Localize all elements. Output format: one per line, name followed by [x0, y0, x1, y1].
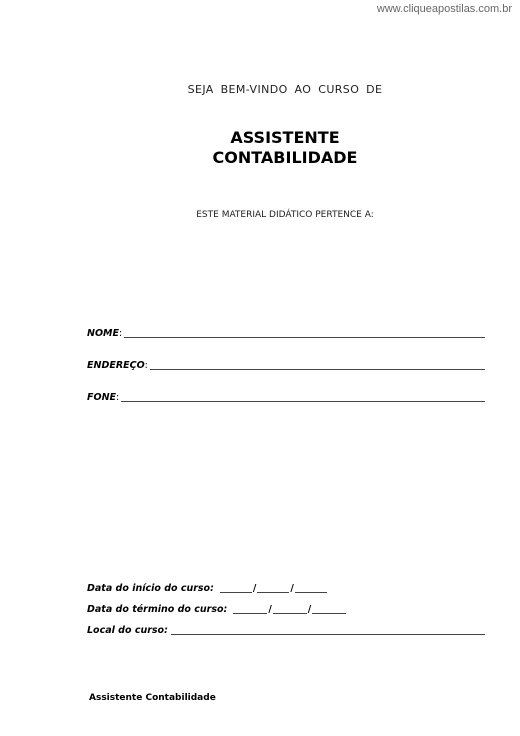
- end-date-slash-1: /: [268, 604, 272, 615]
- end-month-blank[interactable]: [273, 603, 307, 614]
- ownership-statement: ESTE MATERIAL DIDÁTICO PERTENCE A:: [196, 210, 374, 220]
- start-year-blank[interactable]: [295, 582, 327, 593]
- start-month-blank[interactable]: [257, 582, 289, 593]
- end-date-label: Data do término do curso:: [87, 604, 228, 615]
- course-title-line2: CONTABILIDADE: [212, 148, 358, 167]
- phone-colon: :: [116, 392, 120, 403]
- location-label: Local do curso:: [87, 625, 168, 636]
- start-day-blank[interactable]: [220, 582, 252, 593]
- address-blank-line[interactable]: [150, 359, 485, 370]
- address-field[interactable]: [87, 359, 485, 371]
- phone-label: FONE: [87, 392, 117, 403]
- course-title: [0, 128, 520, 168]
- name-blank-line[interactable]: [124, 327, 485, 338]
- address-label: ENDEREÇO: [87, 360, 145, 371]
- start-date-label: Data do início do curso:: [87, 583, 214, 594]
- end-date-slash-2: /: [307, 604, 312, 615]
- address-colon: :: [144, 360, 148, 371]
- phone-field[interactable]: [87, 391, 485, 403]
- start-date-field[interactable]: [87, 582, 327, 594]
- end-date-field[interactable]: [87, 603, 346, 615]
- end-day-blank[interactable]: [233, 603, 267, 614]
- site-watermark: www.cliqueapostilas.com.br: [376, 3, 512, 15]
- course-title-line1: ASSISTENTE: [230, 128, 340, 147]
- start-date-slash-1: /: [252, 583, 257, 594]
- phone-blank-line[interactable]: [121, 391, 485, 402]
- name-colon: :: [118, 328, 123, 339]
- name-label: NOME: [87, 328, 119, 339]
- start-date-slash-2: /: [290, 583, 294, 594]
- location-blank-line[interactable]: [171, 624, 485, 635]
- end-year-blank[interactable]: [312, 603, 346, 614]
- footer-text: Assistente Contabilidade: [89, 693, 216, 703]
- name-field[interactable]: [87, 327, 485, 339]
- welcome-heading: SEJA BEM-VINDO AO CURSO DE: [187, 83, 383, 96]
- location-field[interactable]: [87, 624, 485, 636]
